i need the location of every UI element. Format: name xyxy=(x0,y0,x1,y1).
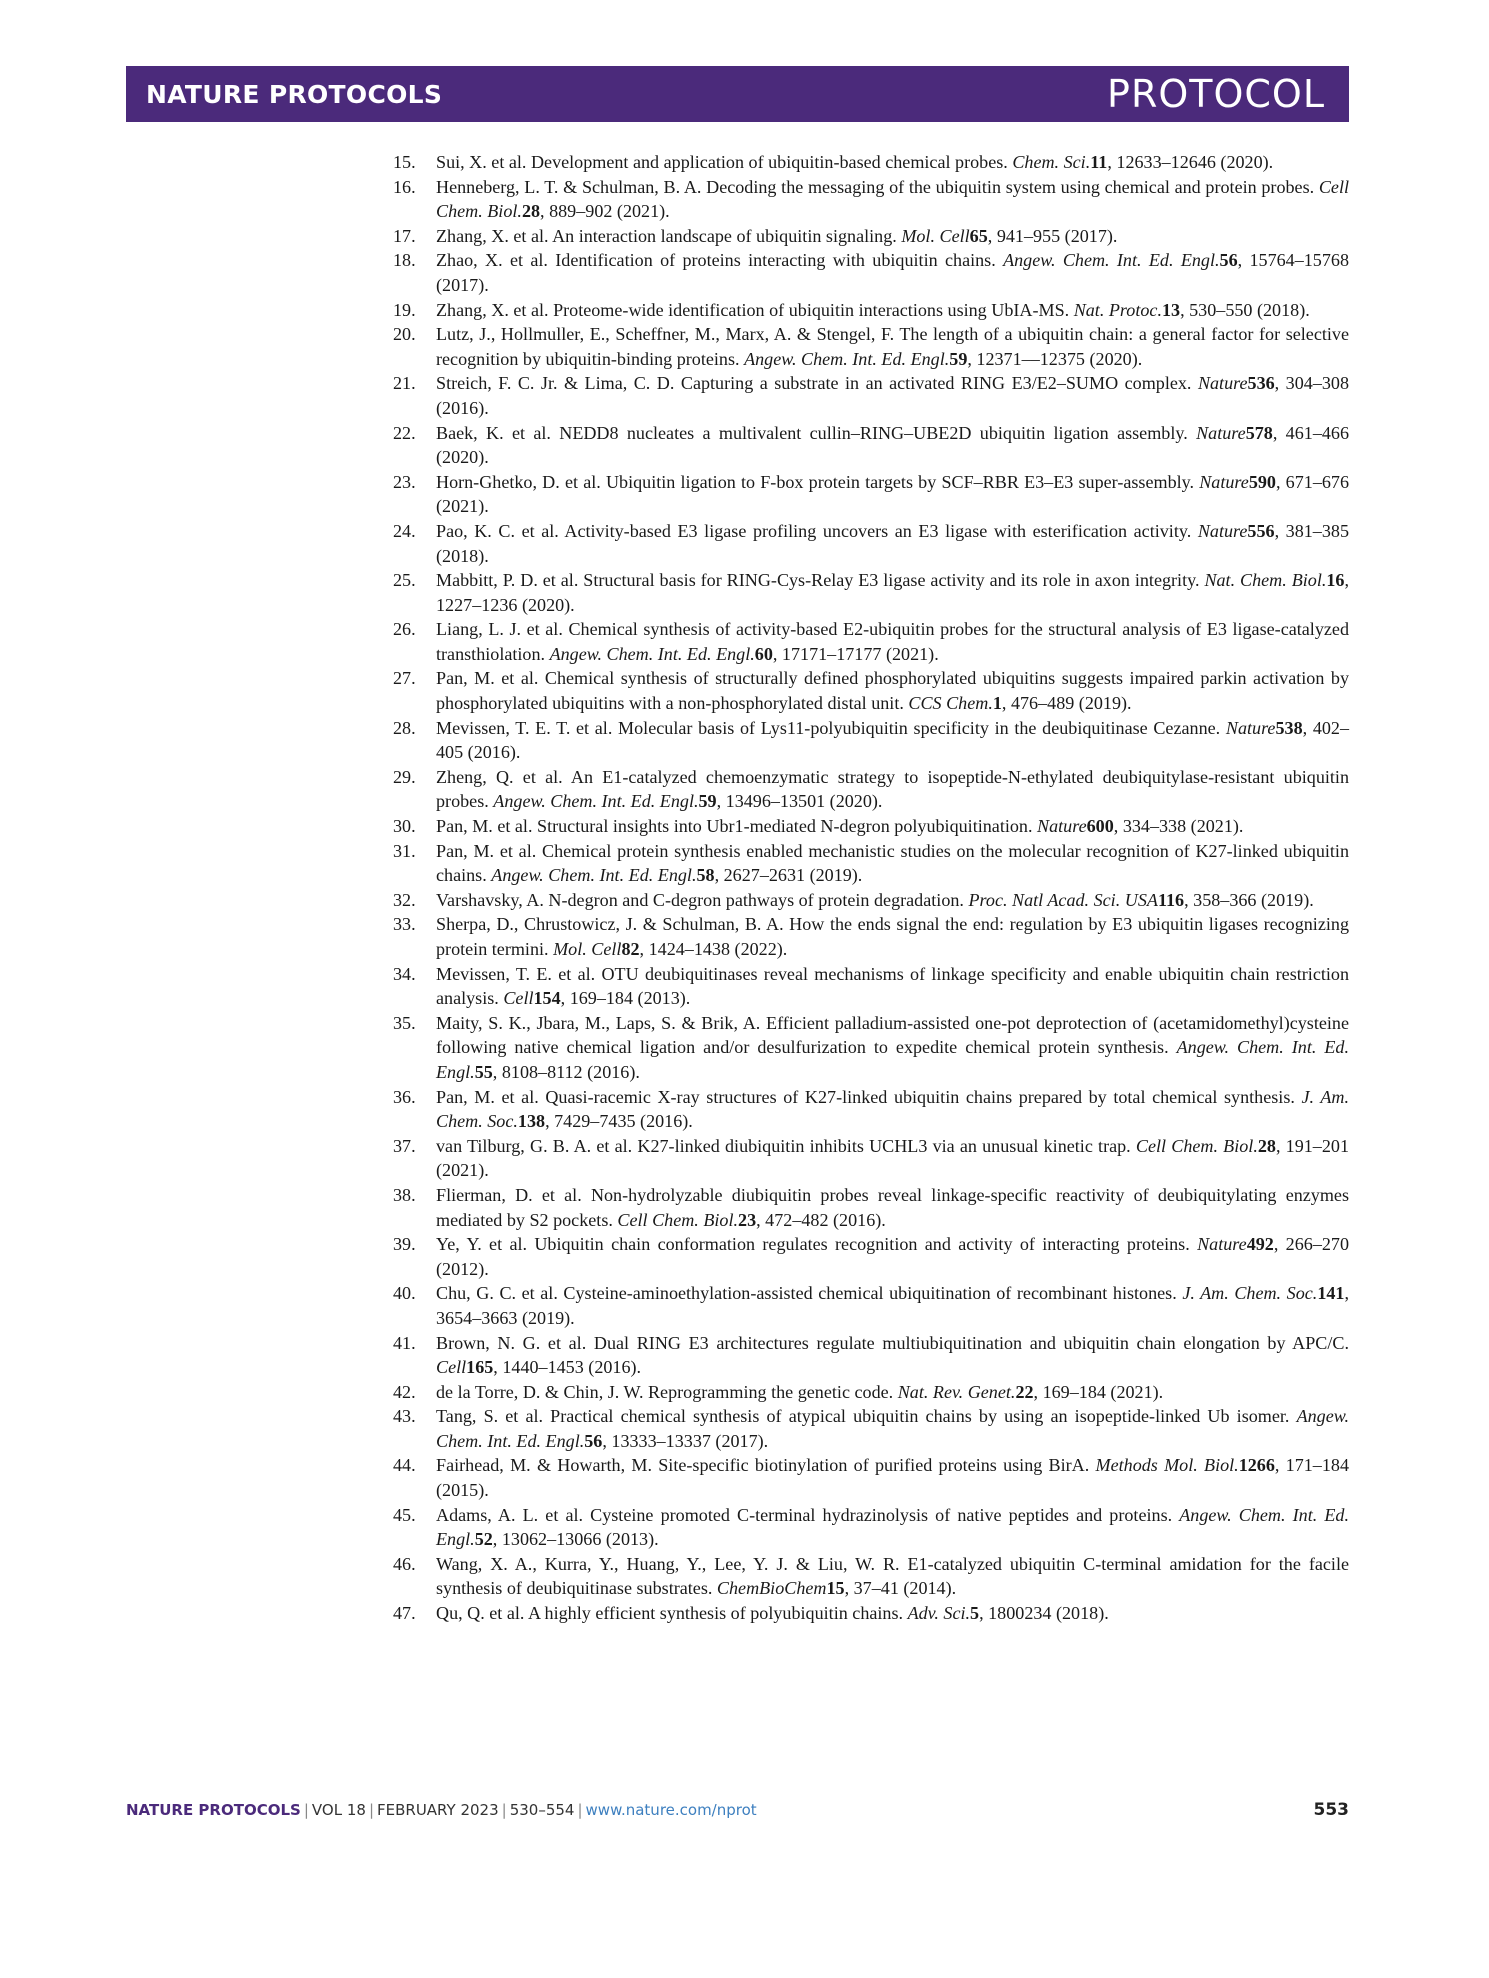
reference-volume: 538 xyxy=(1275,717,1303,738)
reference-volume: 60 xyxy=(754,643,773,664)
reference-number: 20. xyxy=(393,324,416,345)
reference-pages-year: , 941–955 (2017). xyxy=(987,225,1118,246)
reference-journal: Nat. Chem. Biol. xyxy=(1204,570,1327,591)
reference-journal: Angew. Chem. Int. Ed. Engl. xyxy=(436,1406,1349,1451)
reference-pages-year: , 8108–8112 (2016). xyxy=(492,1061,640,1082)
reference-body xyxy=(436,912,1349,961)
reference-pages-year: , 13496–13501 (2020). xyxy=(716,791,883,812)
reference-authors-title: Streich, F. C. Jr. & Lima, C. D. Capturing a substrate in an activated RING E3/E2–SUMO complex. xyxy=(436,373,1198,394)
footer-separator: | xyxy=(368,1801,374,1819)
reference-item xyxy=(393,1011,1349,1085)
reference-authors-title: Chu, G. C. et al. Cysteine-aminoethylation-assisted chemical ubiquitination of recombinant histones. xyxy=(436,1283,1183,1304)
reference-volume: 165 xyxy=(466,1357,494,1378)
reference-number: 27. xyxy=(393,668,416,689)
reference-item xyxy=(393,888,1349,913)
reference-authors-title: Sui, X. et al. Development and application of ubiquitin-based chemical probes. xyxy=(436,152,1013,172)
reference-item xyxy=(393,1134,1349,1183)
reference-pages-year: , 13333–13337 (2017). xyxy=(602,1430,769,1451)
reference-pages-year: , 12371––12375 (2020). xyxy=(967,348,1143,369)
reference-pages-year: , 358–366 (2019). xyxy=(1184,889,1314,910)
reference-authors-title: Fairhead, M. & Howarth, M. Site-specific biotinylation of purified proteins using BirA. xyxy=(436,1455,1096,1476)
reference-number: 38. xyxy=(393,1184,416,1205)
reference-pages-year: , 402–405 (2016). xyxy=(436,717,1350,763)
reference-journal: J. Am. Chem. Soc. xyxy=(1182,1283,1318,1304)
reference-volume: 13 xyxy=(1161,299,1181,320)
reference-body xyxy=(436,617,1349,666)
reference-pages-year: , 381–385 (2018). xyxy=(436,520,1349,566)
reference-journal: Mol. Cell xyxy=(553,939,622,959)
reference-item xyxy=(393,1453,1349,1502)
reference-list xyxy=(393,150,1349,1626)
reference-body xyxy=(436,322,1349,371)
reference-number: 25. xyxy=(393,570,416,591)
reference-volume: 492 xyxy=(1246,1234,1274,1255)
reference-item xyxy=(393,1380,1349,1405)
reference-pages-year: , 3654–3663 (2019). xyxy=(436,1283,1349,1328)
reference-volume: 1266 xyxy=(1238,1455,1275,1476)
reference-number: 30. xyxy=(393,816,416,837)
reference-volume: 28 xyxy=(1257,1135,1276,1156)
reference-journal: Adv. Sci. xyxy=(907,1603,971,1624)
reference-journal: Nature xyxy=(1037,816,1087,837)
reference-body xyxy=(436,839,1349,888)
reference-journal: Angew. Chem. Int. Ed. Engl. xyxy=(1003,250,1220,271)
reference-number: 22. xyxy=(393,422,416,443)
reference-pages-year: , 671–676 (2021). xyxy=(436,471,1350,517)
reference-journal: J. Am. Chem. Soc. xyxy=(436,1086,1349,1132)
reference-volume: 56 xyxy=(1219,250,1238,271)
reference-item xyxy=(393,666,1349,715)
reference-journal: Cell Chem. Biol. xyxy=(436,176,1349,222)
reference-authors-title: Henneberg, L. T. & Schulman, B. A. Decoding the messaging of the ubiquitin system using chemical and protein probes. xyxy=(436,176,1319,197)
reference-volume: 15 xyxy=(826,1578,845,1599)
reference-pages-year: , 1440–1453 (2016). xyxy=(493,1357,642,1378)
reference-volume: 28 xyxy=(521,201,541,222)
reference-pages-year: , 171–184 (2015). xyxy=(436,1455,1349,1501)
reference-authors-title: Qu, Q. et al. A highly efficient synthesis of polyubiquitin chains. xyxy=(436,1603,908,1624)
reference-pages-year: , 266–270 (2012). xyxy=(436,1234,1350,1279)
reference-authors-title: Liang, L. J. et al. Chemical synthesis of activity-based E2-ubiquitin probes for the structural analysis of E3 ligase-catalyzed transthiolation. xyxy=(436,619,1349,664)
reference-authors-title: Tang, S. et al. Practical chemical synthesis of atypical ubiquitin chains by using an isopeptide-linked Ub isomer. xyxy=(436,1406,1297,1427)
reference-authors-title: Pan, M. et al. Chemical synthesis of structurally defined phosphorylated ubiquitins suggests impaired parkin activation by phosphorylated ubiquitins with a non-phosphorylated distal unit. xyxy=(436,668,1349,714)
footer-url-link[interactable]: www.nature.com/nprot xyxy=(585,1801,757,1819)
reference-authors-title: van Tilburg, G. B. A. et al. K27-linked diubiquitin inhibits UCHL3 via an unusual kinetic trap. xyxy=(436,1135,1136,1156)
reference-number: 24. xyxy=(393,520,416,541)
reference-body xyxy=(436,1380,1349,1405)
reference-pages-year: , 889–902 (2021). xyxy=(540,201,670,222)
reference-body xyxy=(436,1134,1349,1183)
reference-volume: 11 xyxy=(1090,152,1108,172)
reference-body xyxy=(436,814,1349,839)
reference-number: 41. xyxy=(393,1332,416,1353)
reference-journal: Nature xyxy=(1197,1234,1247,1255)
reference-item xyxy=(393,1601,1349,1626)
reference-volume: 141 xyxy=(1317,1283,1345,1304)
reference-pages-year: , 169–184 (2013). xyxy=(560,988,691,1009)
reference-pages-year: , 7429–7435 (2016). xyxy=(545,1111,693,1132)
reference-pages-year: , 1227–1236 (2020). xyxy=(436,570,1349,615)
reference-volume: 82 xyxy=(621,939,640,959)
reference-journal: Nature xyxy=(1225,717,1276,738)
reference-journal: Angew. Chem. Int. Ed. Engl. xyxy=(744,348,950,369)
reference-number: 33. xyxy=(393,914,416,935)
reference-journal: Cell Chem. Biol. xyxy=(617,1209,739,1230)
reference-journal: Angew. Chem. Int. Ed. Engl. xyxy=(436,1037,1349,1082)
reference-body xyxy=(436,224,1349,249)
article-type: PROTOCOL xyxy=(1107,72,1325,116)
reference-journal: Nature xyxy=(1199,471,1249,492)
reference-pages-year: , 1424–1438 (2022). xyxy=(639,939,788,959)
reference-authors-title: Varshavsky, A. N-degron and C-degron pathways of protein degradation. xyxy=(436,889,969,910)
footer-journal: NATURE PROTOCOLS xyxy=(126,1801,301,1819)
reference-volume: 59 xyxy=(949,348,968,369)
reference-body xyxy=(436,888,1349,913)
reference-number: 28. xyxy=(393,717,416,738)
reference-number: 40. xyxy=(393,1283,416,1304)
reference-authors-title: Ye, Y. et al. Ubiquitin chain conformation regulates recognition and activity of interacting proteins. xyxy=(436,1234,1198,1255)
reference-item xyxy=(393,962,1349,1011)
reference-pages-year: , 17171–17177 (2021). xyxy=(772,643,939,664)
reference-volume: 536 xyxy=(1247,373,1275,394)
reference-item xyxy=(393,1503,1349,1552)
reference-journal: Nature xyxy=(1196,422,1246,443)
reference-authors-title: Mevissen, T. E. et al. OTU deubiquitinases reveal mechanisms of linkage specificity and enable ubiquitin chain restriction analysis. xyxy=(436,963,1349,1009)
reference-authors-title: Zhao, X. et al. Identification of proteins interacting with ubiquitin chains. xyxy=(436,250,1004,271)
reference-pages-year: , 304–308 (2016). xyxy=(436,373,1349,418)
reference-body xyxy=(436,1601,1349,1626)
page-footer xyxy=(126,1800,1349,1820)
reference-pages-year: , 1800234 (2018). xyxy=(979,1603,1109,1624)
reference-volume: 116 xyxy=(1157,889,1185,910)
reference-pages-year: , 15764–15768 (2017). xyxy=(436,250,1349,295)
reference-journal: Nature xyxy=(1197,520,1248,541)
footer-volume: VOL 18 xyxy=(311,1801,366,1819)
reference-body xyxy=(436,248,1349,297)
reference-item xyxy=(393,617,1349,666)
footer-separator: | xyxy=(577,1801,583,1819)
reference-pages-year: , 334–338 (2021). xyxy=(1113,816,1244,837)
reference-journal: Cell xyxy=(503,988,534,1009)
footer-pages: 530–554 xyxy=(509,1801,575,1819)
reference-item xyxy=(393,298,1349,323)
reference-pages-year: , 12633–12646 (2020). xyxy=(1107,152,1274,172)
reference-item xyxy=(393,175,1349,224)
footer-month: FEBRUARY 2023 xyxy=(377,1801,499,1819)
reference-number: 17. xyxy=(393,225,416,246)
reference-number: 47. xyxy=(393,1603,416,1624)
reference-body xyxy=(436,716,1349,765)
footer-separator: | xyxy=(501,1801,507,1819)
reference-body xyxy=(436,1552,1349,1601)
reference-number: 42. xyxy=(393,1381,416,1402)
reference-journal: Cell Chem. Biol. xyxy=(1135,1135,1258,1156)
reference-item xyxy=(393,519,1349,568)
footer-separator: | xyxy=(303,1801,309,1819)
reference-pages-year: , 530–550 (2018). xyxy=(1180,299,1310,320)
reference-body xyxy=(436,371,1349,420)
reference-item xyxy=(393,839,1349,888)
reference-number: 23. xyxy=(393,471,416,492)
reference-journal: Cell xyxy=(436,1357,467,1378)
reference-body xyxy=(436,1281,1349,1330)
reference-authors-title: Pan, M. et al. Quasi-racemic X-ray structures of K27-linked ubiquitin chains prepared by total chemical synthesis. xyxy=(436,1086,1302,1107)
reference-authors-title: Adams, A. L. et al. Cysteine promoted C-terminal hydrazinolysis of native peptides and proteins. xyxy=(436,1504,1180,1525)
reference-journal: Mol. Cell xyxy=(901,225,970,246)
reference-item xyxy=(393,1085,1349,1134)
reference-volume: 52 xyxy=(474,1529,493,1550)
reference-volume: 5 xyxy=(970,1603,980,1624)
reference-volume: 65 xyxy=(969,225,988,246)
reference-authors-title: Brown, N. G. et al. Dual RING E3 architectures regulate multiubiquitination and ubiquitin chain elongation by APC/C. xyxy=(436,1332,1349,1353)
reference-journal: Angew. Chem. Int. Ed. Engl. xyxy=(491,865,697,886)
reference-authors-title: Mabbitt, P. D. et al. Structural basis for RING-Cys-Relay E3 ligase activity and its role in axon integrity. xyxy=(436,570,1205,591)
reference-item xyxy=(393,322,1349,371)
reference-authors-title: Pan, M. et al. Chemical protein synthesis enabled mechanistic studies on the molecular recognition of K27-linked ubiquitin chains. xyxy=(436,840,1349,886)
reference-number: 21. xyxy=(393,373,416,394)
reference-body xyxy=(436,150,1349,175)
reference-body xyxy=(436,1404,1349,1453)
reference-pages-year: , 2627–2631 (2019). xyxy=(714,865,863,886)
reference-journal: CCS Chem. xyxy=(908,693,993,714)
reference-authors-title: Flierman, D. et al. Non-hydrolyzable diubiquitin probes reveal linkage-specific reactivity of deubiquitylating enzymes mediated by S2 pockets. xyxy=(436,1184,1349,1230)
reference-volume: 154 xyxy=(533,988,561,1009)
reference-body xyxy=(436,1085,1349,1134)
reference-journal: Nature xyxy=(1197,373,1248,394)
reference-body xyxy=(436,470,1349,519)
reference-journal: Angew. Chem. Int. Ed. Engl. xyxy=(549,643,755,664)
reference-body xyxy=(436,1453,1349,1502)
reference-authors-title: Pao, K. C. et al. Activity-based E3 ligase profiling uncovers an E3 ligase with esterification activity. xyxy=(436,520,1198,541)
reference-journal: ChemBioChem xyxy=(716,1578,827,1599)
reference-number: 45. xyxy=(393,1504,416,1525)
reference-item xyxy=(393,421,1349,470)
reference-volume: 16 xyxy=(1326,570,1345,591)
reference-authors-title: Pan, M. et al. Structural insights into Ubr1-mediated N-degron polyubiquitination. xyxy=(436,816,1038,837)
reference-volume: 138 xyxy=(517,1111,546,1132)
reference-body xyxy=(436,568,1349,617)
reference-authors-title: Horn-Ghetko, D. et al. Ubiquitin ligation to F-box protein targets by SCF–RBR E3–E3 super-assembly. xyxy=(436,471,1200,492)
reference-journal: Nat. Rev. Genet. xyxy=(897,1381,1016,1402)
reference-pages-year: , 13062–13066 (2013). xyxy=(492,1529,659,1550)
reference-item xyxy=(393,1281,1349,1330)
reference-item xyxy=(393,470,1349,519)
reference-item xyxy=(393,1183,1349,1232)
reference-number: 31. xyxy=(393,840,416,861)
reference-volume: 23 xyxy=(738,1209,757,1230)
reference-number: 37. xyxy=(393,1135,416,1156)
reference-authors-title: de la Torre, D. & Chin, J. W. Reprogramming the genetic code. xyxy=(436,1381,898,1402)
reference-volume: 22 xyxy=(1015,1381,1034,1402)
reference-body xyxy=(436,666,1349,715)
reference-item xyxy=(393,568,1349,617)
reference-item xyxy=(393,1552,1349,1601)
reference-journal: Proc. Natl Acad. Sci. USA xyxy=(968,889,1158,910)
reference-volume: 556 xyxy=(1247,520,1275,541)
reference-item xyxy=(393,716,1349,765)
reference-authors-title: Baek, K. et al. NEDD8 nucleates a multivalent cullin–RING–UBE2D ubiquitin ligation assembly. xyxy=(436,422,1197,443)
reference-authors-title: Mevissen, T. E. T. et al. Molecular basis of Lys11-polyubiquitin specificity in the deubiquitinase Cezanne. xyxy=(436,717,1226,738)
page-number: 553 xyxy=(1313,1800,1349,1820)
reference-authors-title: Wang, X. A., Kurra, Y., Huang, Y., Lee, Y. J. & Liu, W. R. E1-catalyzed ubiquitin C-terminal amidation for the facile synthesis of deubiquitinase substrates. xyxy=(436,1553,1349,1599)
reference-volume: 600 xyxy=(1086,816,1114,837)
reference-number: 46. xyxy=(393,1553,416,1574)
reference-body xyxy=(436,962,1349,1011)
reference-volume: 56 xyxy=(584,1430,603,1451)
reference-volume: 58 xyxy=(696,865,715,886)
reference-number: 19. xyxy=(393,299,416,320)
journal-name: NATURE PROTOCOLS xyxy=(146,79,443,109)
reference-journal: Angew. Chem. Int. Ed. Engl. xyxy=(436,1504,1349,1550)
header-banner xyxy=(126,66,1349,122)
reference-item xyxy=(393,371,1349,420)
reference-authors-title: Lutz, J., Hollmuller, E., Scheffner, M., Marx, A. & Stengel, F. The length of a ubiquitin chain: a general factor for selective recognition by ubiquitin-binding proteins. xyxy=(436,324,1349,369)
reference-number: 39. xyxy=(393,1234,416,1255)
reference-volume: 578 xyxy=(1245,422,1273,443)
reference-pages-year: , 472–482 (2016). xyxy=(756,1209,886,1230)
reference-item xyxy=(393,150,1349,175)
reference-item xyxy=(393,224,1349,249)
footer-citation xyxy=(126,1801,757,1819)
reference-number: 26. xyxy=(393,619,416,640)
reference-number: 44. xyxy=(393,1455,416,1476)
reference-item xyxy=(393,765,1349,814)
reference-journal: Methods Mol. Biol. xyxy=(1095,1455,1239,1476)
reference-body xyxy=(436,298,1349,323)
reference-authors-title: Zheng, Q. et al. An E1-catalyzed chemoenzymatic strategy to isopeptide-N-ethylated deubiquitylase-resistant ubiquitin probes. xyxy=(436,766,1349,812)
reference-number: 15. xyxy=(393,152,416,172)
reference-pages-year: , 37–41 (2014). xyxy=(844,1578,957,1599)
reference-number: 18. xyxy=(393,250,416,271)
reference-number: 32. xyxy=(393,889,416,910)
reference-body xyxy=(436,519,1349,568)
reference-number: 34. xyxy=(393,963,416,984)
reference-number: 43. xyxy=(393,1406,416,1427)
reference-item xyxy=(393,1232,1349,1281)
reference-authors-title: Maity, S. K., Jbara, M., Laps, S. & Brik, A. Efficient palladium-assisted one-pot deprotection of (acetamidomethyl)cysteine following native chemical ligation and/or desulfurization to expedite chemical protein synthesis. xyxy=(436,1012,1349,1058)
reference-authors-title: Sherpa, D., Chrustowicz, J. & Schulman, B. A. How the ends signal the end: regulation by E3 ubiquitin ligases recognizing protein termini. xyxy=(436,914,1349,959)
reference-journal: Nat. Protoc. xyxy=(1073,299,1162,320)
reference-body xyxy=(436,421,1349,470)
reference-volume: 59 xyxy=(698,791,717,812)
reference-number: 35. xyxy=(393,1012,416,1033)
reference-volume: 1 xyxy=(992,693,1002,714)
reference-number: 29. xyxy=(393,766,416,787)
reference-authors-title: Zhang, X. et al. An interaction landscape of ubiquitin signaling. xyxy=(436,225,902,246)
reference-number: 16. xyxy=(393,176,416,197)
reference-item xyxy=(393,814,1349,839)
reference-journal: Angew. Chem. Int. Ed. Engl. xyxy=(493,791,699,812)
reference-pages-year: , 476–489 (2019). xyxy=(1001,693,1132,714)
reference-item xyxy=(393,248,1349,297)
reference-body xyxy=(436,175,1349,224)
reference-item xyxy=(393,1404,1349,1453)
reference-number: 36. xyxy=(393,1086,416,1107)
reference-body xyxy=(436,1331,1349,1380)
reference-body xyxy=(436,1503,1349,1552)
reference-item xyxy=(393,912,1349,961)
reference-authors-title: Zhang, X. et al. Proteome-wide identification of ubiquitin interactions using UbIA-MS. xyxy=(436,299,1074,320)
reference-volume: 55 xyxy=(474,1061,493,1082)
reference-pages-year: , 191–201 (2021). xyxy=(436,1135,1349,1181)
reference-journal: Chem. Sci. xyxy=(1012,152,1091,172)
reference-pages-year: , 461–466 (2020). xyxy=(436,422,1350,468)
reference-volume: 590 xyxy=(1248,471,1276,492)
reference-pages-year: , 169–184 (2021). xyxy=(1033,1381,1164,1402)
reference-body xyxy=(436,765,1349,814)
reference-body xyxy=(436,1011,1349,1085)
reference-item xyxy=(393,1331,1349,1380)
reference-body xyxy=(436,1183,1349,1232)
reference-body xyxy=(436,1232,1349,1281)
